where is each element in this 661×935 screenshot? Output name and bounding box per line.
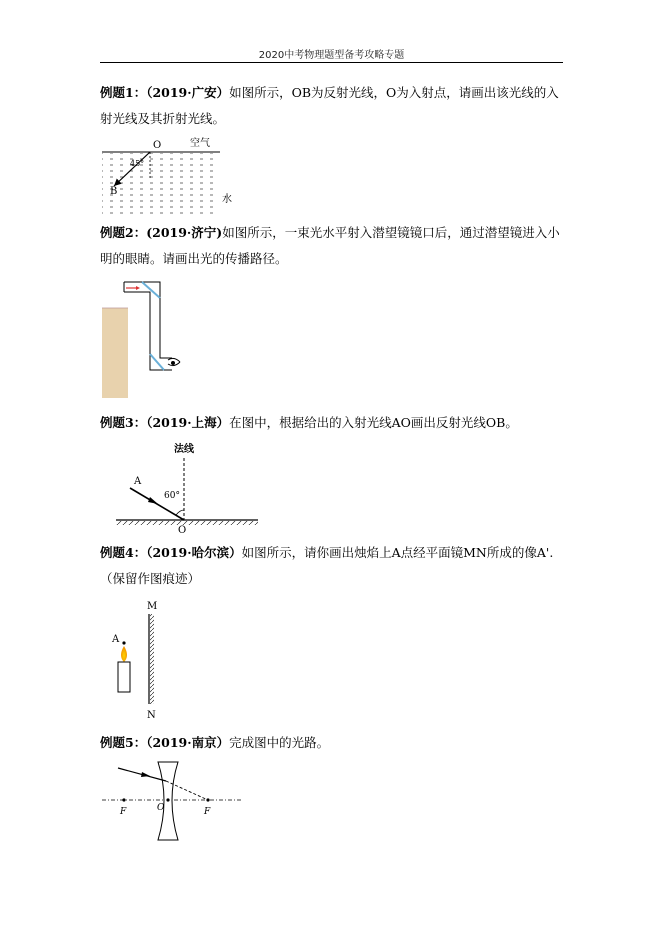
example-5-label: 例题5： — [100, 735, 147, 750]
example-4-source: （2019·哈尔滨） — [146, 545, 242, 560]
label-angle: 45° — [130, 159, 145, 168]
water-region — [102, 153, 220, 215]
label-o: O — [153, 140, 162, 151]
center-point — [166, 798, 169, 801]
focus-left-point — [122, 798, 125, 801]
example-1-source: （2019·广安） — [146, 85, 230, 100]
periscope-outer — [124, 282, 172, 358]
example-2 — [100, 220, 566, 272]
figure-3 — [112, 440, 262, 535]
label-f-left: F — [120, 807, 127, 817]
label-air: 空气 — [190, 138, 210, 149]
bottom-mirror — [150, 354, 164, 370]
example-4 — [100, 540, 566, 592]
example-4-text: 如图所示，请你画出烛焰上A点经平面镜MN所成的像A'.（保留作图痕迹） — [100, 545, 554, 586]
wall — [102, 308, 128, 398]
page-header: 2020中考物理题型备考攻略专题 — [258, 50, 405, 61]
label-normal: 法线 — [174, 444, 194, 455]
label-o: O — [178, 525, 187, 536]
example-1-label: 例题1： — [100, 85, 147, 100]
mirror-hatch — [116, 521, 258, 525]
label-b: B — [110, 186, 118, 197]
point-a — [122, 641, 125, 644]
label-a: A — [134, 476, 142, 487]
figure-1 — [100, 138, 230, 218]
label-f-right: F — [204, 807, 211, 817]
label-water: 水 — [222, 194, 232, 205]
candle-body — [118, 662, 130, 692]
example-5 — [100, 730, 566, 756]
figure-4 — [108, 598, 168, 723]
label-o: O — [157, 803, 165, 813]
candle-flame — [121, 646, 127, 662]
example-1 — [100, 80, 566, 132]
figure-5 — [100, 758, 245, 843]
example-2-source: (2019·济宁) — [146, 225, 223, 240]
example-5-source: （2019·南京） — [146, 735, 230, 750]
example-3 — [100, 410, 566, 436]
label-n: N — [147, 710, 156, 721]
eye-icon — [168, 358, 180, 365]
mirror-hatch — [150, 614, 154, 704]
label-angle: 60° — [164, 491, 180, 501]
example-4-label: 例题4： — [100, 545, 147, 560]
example-1-text: 如图所示，OB为反射光线，O为入射点，请画出该光线的入射光线及其折射光线。 — [100, 85, 559, 126]
label-m: M — [147, 601, 158, 612]
label-a: A — [112, 634, 120, 645]
top-mirror — [142, 282, 160, 298]
figure-2 — [100, 278, 190, 400]
example-2-label: 例题2： — [100, 225, 147, 240]
example-3-text: 在图中，根据给出的入射光线AO画出反射光线OB。 — [229, 415, 518, 430]
example-3-label: 例题3： — [100, 415, 147, 430]
focus-right-point — [206, 798, 209, 801]
example-3-source: （2019·上海） — [146, 415, 230, 430]
example-5-text: 完成图中的光路。 — [229, 735, 330, 750]
header-rule — [100, 62, 563, 63]
example-2-text: 如图所示，一束光水平射入潜望镜镜口后，通过潜望镜进入小明的眼睛。请画出光的传播路径。 — [100, 225, 560, 266]
